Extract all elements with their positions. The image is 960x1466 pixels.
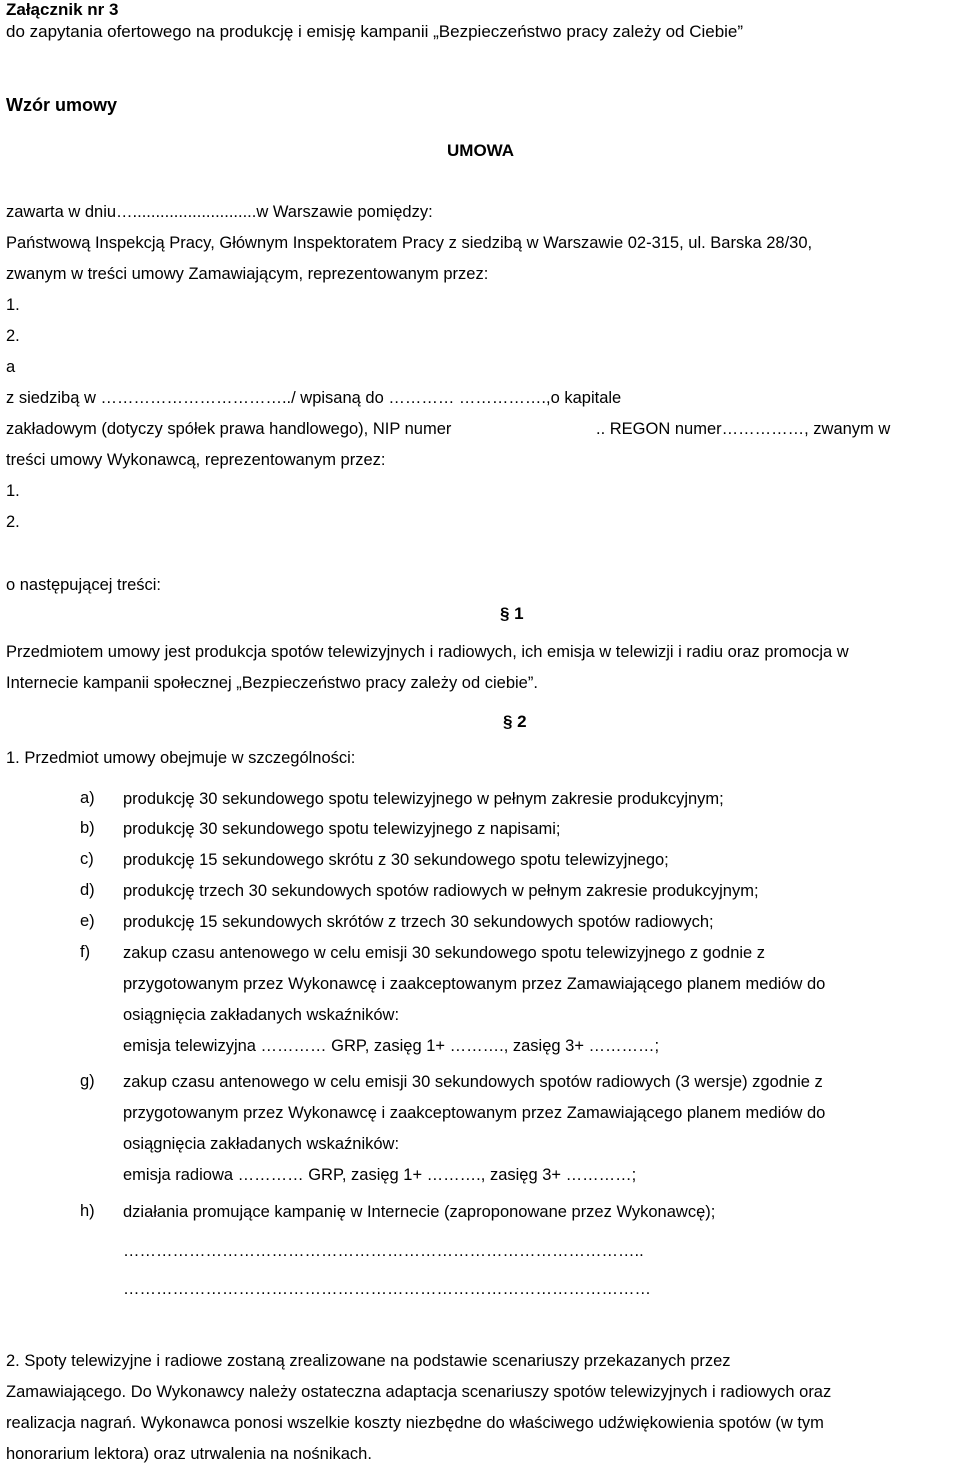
- section2-point2-line2: Zamawiającego. Do Wykonawcy należy ostateczna adaptacja scenariuszy spotów telewizyjnych i radiowych oraz: [6, 1383, 832, 1401]
- nip-label: zakładowym (dotyczy spółek prawa handlowego), NIP numer: [6, 420, 452, 438]
- item-letter: e): [80, 912, 95, 930]
- item-text: produkcję 30 sekundowego spotu telewizyjnego w pełnym zakresie produkcyjnym;: [123, 790, 724, 808]
- item-text: produkcję 15 sekundowych skrótów z trzech 30 sekundowych spotów radiowych;: [123, 913, 714, 931]
- attachment-subtitle: do zapytania ofertowego na produkcję i emisję kampanii „Bezpieczeństwo pracy zależy od Ciebie”: [6, 22, 744, 41]
- blank-line-1: …………………………………………………………………………………..: [123, 1242, 644, 1260]
- section2-point2-line1: 2. Spoty telewizyjne i radiowe zostaną zrealizowane na podstawie scenariuszy przekazanych przez: [6, 1352, 731, 1370]
- intro-line-wykonawca: treści umowy Wykonawcą, reprezentowanym przez:: [6, 451, 386, 469]
- item-text-line4: emisja telewizyjna ………… GRP, zasięg 1+ ………., zasięg 3+ …………;: [123, 1037, 660, 1055]
- item-text: działania promujące kampanię w Internecie (zaproponowane przez Wykonawcę);: [123, 1203, 716, 1221]
- item-letter: d): [80, 881, 95, 899]
- wykonawca-rep-1: 1.: [6, 482, 20, 500]
- item-text-line2: przygotowanym przez Wykonawcę i zaakceptowanym przez Zamawiającego planem mediów do: [123, 975, 826, 993]
- item-text-line3: osiągnięcia zakładanych wskaźników:: [123, 1135, 400, 1153]
- item-text: produkcję 15 sekundowego skrótu z 30 sekundowego spotu telewizyjnego;: [123, 851, 669, 869]
- wykonawca-rep-2: 2.: [6, 513, 20, 531]
- item-letter: c): [80, 850, 94, 868]
- item-text-line2: przygotowanym przez Wykonawcę i zaakceptowanym przez Zamawiającego planem mediów do: [123, 1104, 826, 1122]
- section1-text-line2: Internecie kampanii społecznej „Bezpieczeństwo pracy zależy od ciebie”.: [6, 674, 538, 692]
- attachment-title: Załącznik nr 3: [6, 0, 119, 19]
- item-text-line4: emisja radiowa ………… GRP, zasięg 1+ ………., zasięg 3+ …………;: [123, 1166, 637, 1184]
- item-text: produkcję trzech 30 sekundowych spotów radiowych w pełnym zakresie produkcyjnym;: [123, 882, 759, 900]
- item-text-line3: osiągnięcia zakładanych wskaźników:: [123, 1006, 400, 1024]
- intro-a: a: [6, 358, 16, 376]
- item-text-line1: zakup czasu antenowego w celu emisji 30 sekundowego spotu telewizyjnego z godnie z: [123, 944, 766, 962]
- section2-point2-line3: realizacja nagrań. Wykonawca ponosi wszelkie koszty niezbędne do właściwego udźwiękowienia spotów (w tym: [6, 1414, 824, 1432]
- zamawiajacy-rep-1: 1.: [6, 296, 20, 314]
- section2-point1: 1. Przedmiot umowy obejmuje w szczególności:: [6, 749, 356, 767]
- item-letter: a): [80, 789, 95, 807]
- item-letter: b): [80, 819, 95, 837]
- heading-umowa: UMOWA: [447, 141, 515, 160]
- blank-line-2: ……………………………………………………………………………………: [123, 1280, 651, 1298]
- intro-line-siedziba: z siedzibą w ……………………………../ wpisaną do ………… …………….,o kapitale: [6, 389, 622, 407]
- item-letter: h): [80, 1202, 95, 1220]
- intro-line-pip: Państwową Inspekcją Pracy, Głównym Inspektoratem Pracy z siedzibą w Warszawie 02-315, ul. Barska 28/30,: [6, 234, 813, 252]
- intro-line-date: zawarta w dniu…...........................w Warszawie pomiędzy:: [6, 203, 433, 221]
- intro-line-zamawiajacy: zwanym w treści umowy Zamawiającym, reprezentowanym przez:: [6, 265, 489, 283]
- item-text: produkcję 30 sekundowego spotu telewizyjnego z napisami;: [123, 820, 561, 838]
- intro-line-nip: [6, 419, 960, 439]
- section-mark-2: § 2: [503, 712, 527, 731]
- zamawiajacy-rep-2: 2.: [6, 327, 20, 345]
- item-letter: g): [80, 1072, 95, 1090]
- section-mark-1: § 1: [500, 604, 524, 623]
- item-letter: f): [80, 943, 91, 961]
- section2-point2-line4: honorarium lektora) oraz utrwalenia na nośnikach.: [6, 1445, 372, 1463]
- intro-line-tresc: o następującej treści:: [6, 576, 162, 594]
- regon-label: .. REGON numer……………, zwanym w: [596, 420, 891, 438]
- heading-wzor-umowy: Wzór umowy: [6, 95, 117, 115]
- item-text-line1: zakup czasu antenowego w celu emisji 30 sekundowych spotów radiowych (3 wersje) zgodnie z: [123, 1073, 823, 1091]
- section1-text-line1: Przedmiotem umowy jest produkcja spotów telewizyjnych i radiowych, ich emisja w telewizji i radiu oraz promocja w: [6, 643, 849, 661]
